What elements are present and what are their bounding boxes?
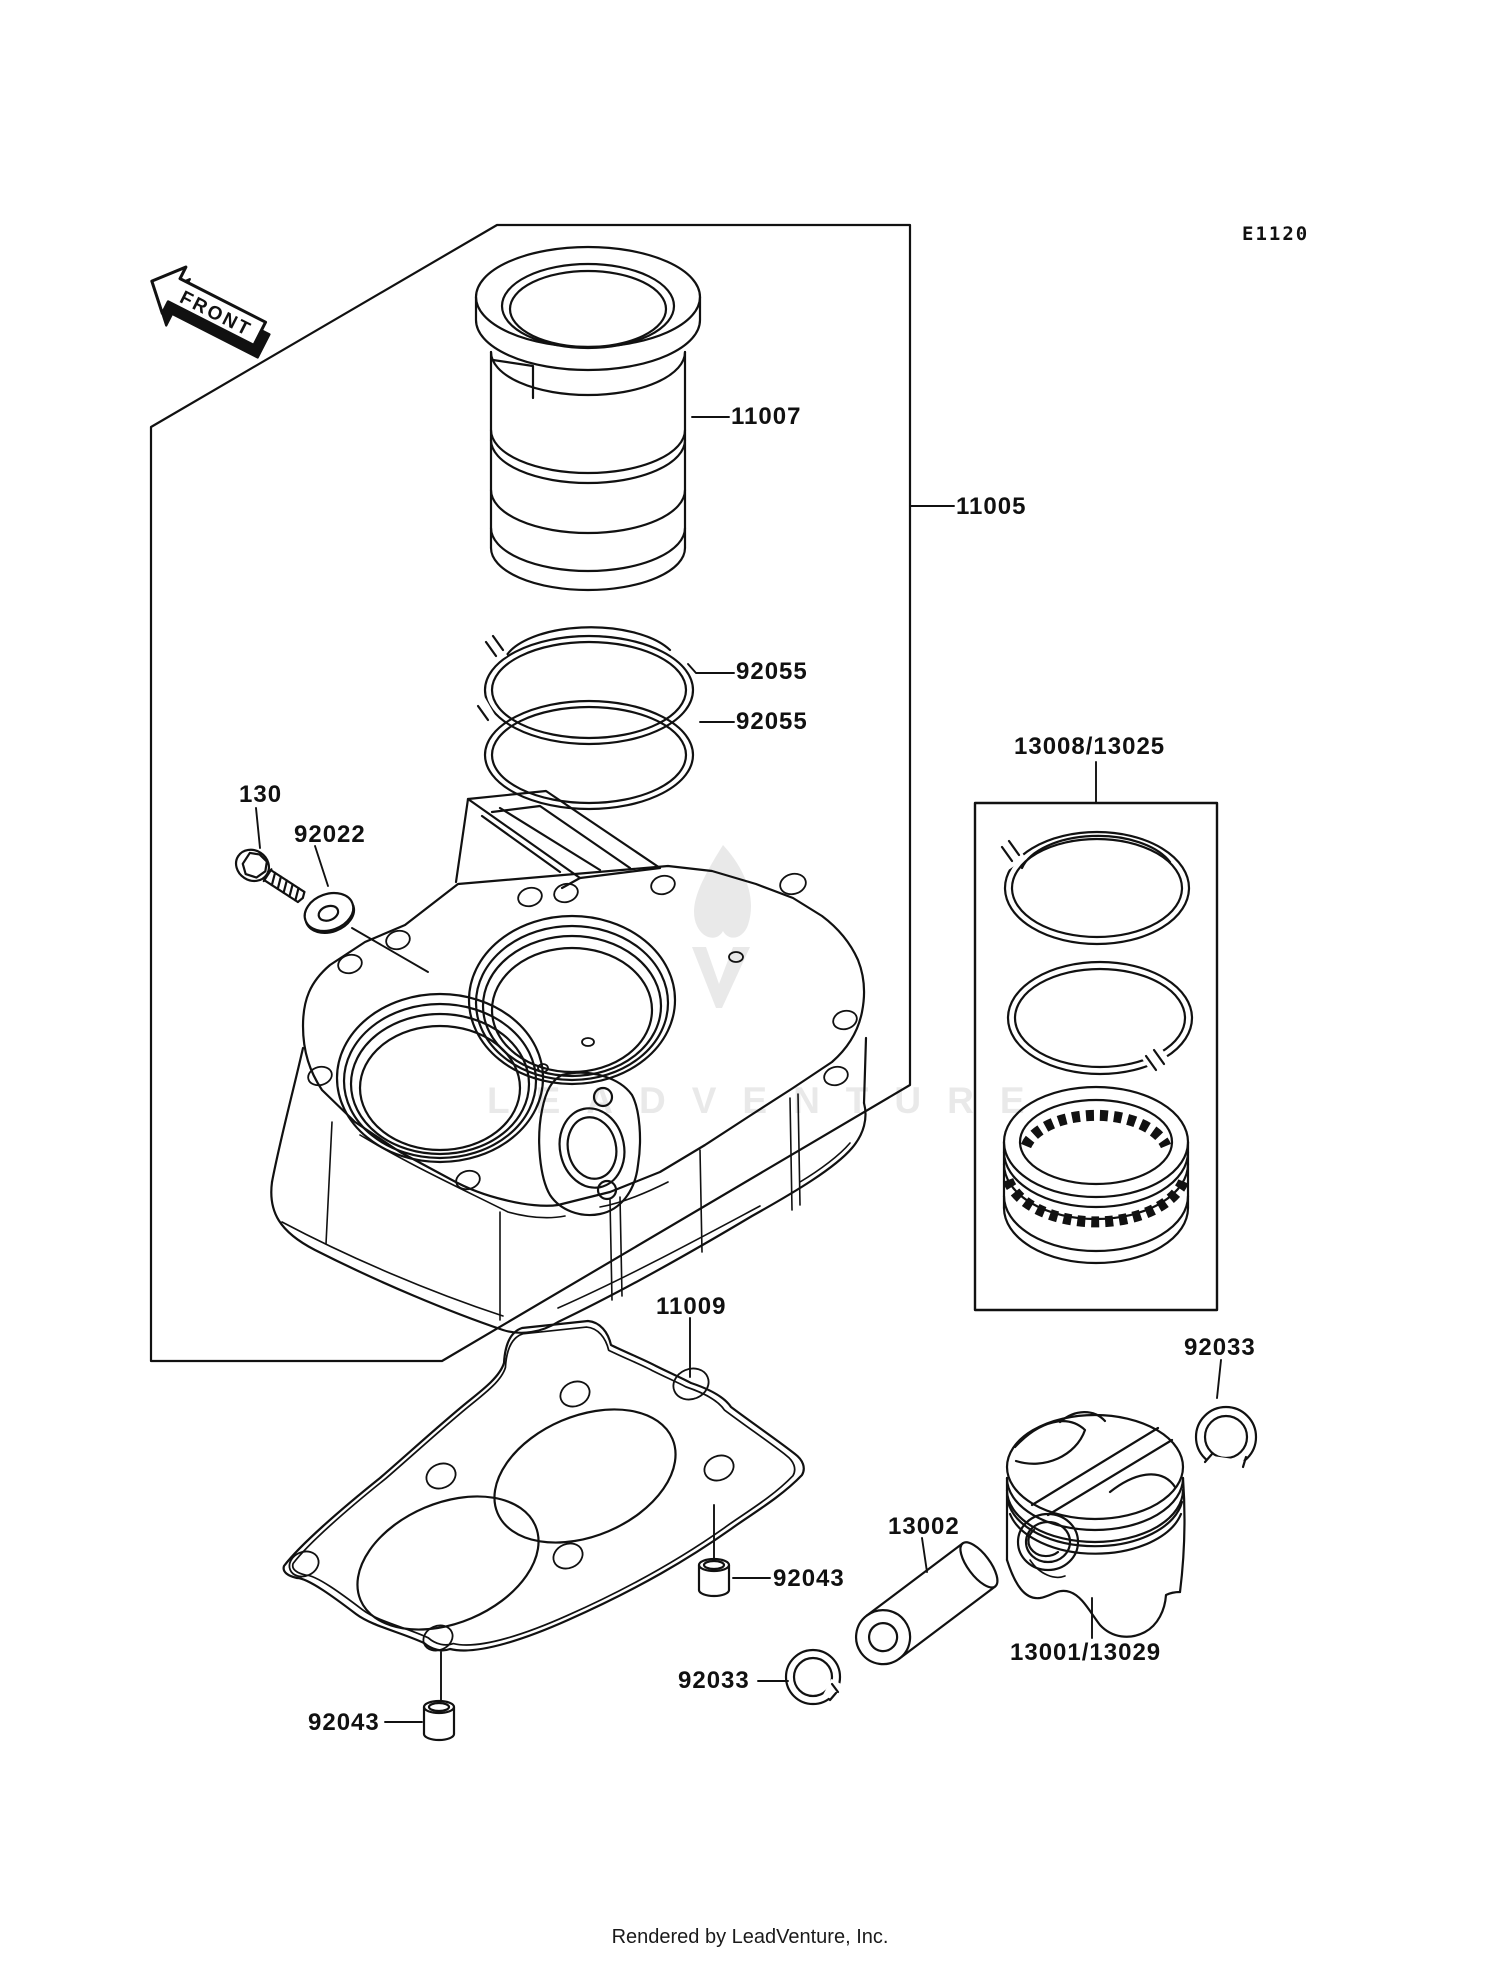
- part-label-92033: 92033: [1184, 1334, 1256, 1361]
- part-label-11007: 11007: [731, 403, 802, 430]
- part-label-11005: 11005: [956, 493, 1027, 520]
- front-arrow-label: FRONT: [176, 287, 256, 342]
- part-label-11009: 11009: [656, 1293, 727, 1320]
- part-label-130: 130: [239, 781, 283, 808]
- part-label-13008-13025: 13008/13025: [1014, 733, 1166, 760]
- part-label-13002: 13002: [888, 1513, 960, 1540]
- watermark-text: LEADVENTURE: [487, 1080, 1051, 1121]
- part-label-92055: 92055: [736, 658, 808, 685]
- part-label-13001-13029: 13001/13029: [1010, 1639, 1162, 1666]
- part-label-92033: 92033: [678, 1667, 750, 1694]
- part-label-92022: 92022: [294, 821, 366, 848]
- part-label-92055: 92055: [736, 708, 808, 735]
- footer-credit: Rendered by LeadVenture, Inc.: [611, 1926, 889, 1948]
- part-label-92043: 92043: [308, 1709, 380, 1736]
- part-label-92043: 92043: [773, 1565, 845, 1592]
- diagram-code: E1120: [1242, 223, 1310, 245]
